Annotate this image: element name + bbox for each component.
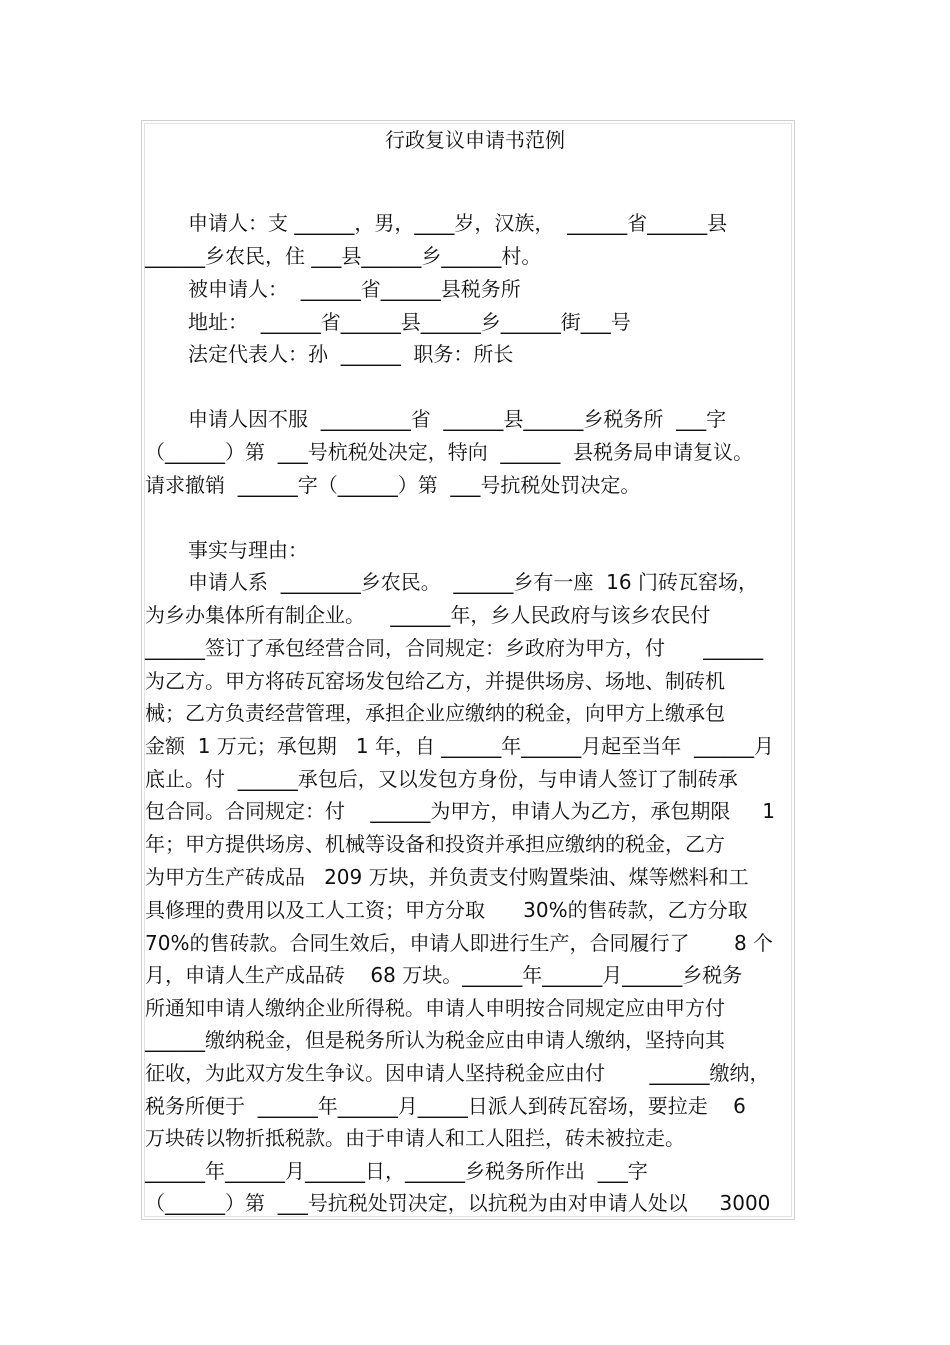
doc-line: 为甲方生产砖成品 209 万块，并负责支付购置柴油、煤等燃料和工 (145, 865, 749, 889)
doc-line: 械；乙方负责经营管理，承担企业应缴纳的税金，向甲方上缴承包 (145, 701, 725, 725)
doc-line: 70%的售砖款。合同生效后，申请人即进行生产，合同履行了 8 个 (145, 931, 774, 955)
doc-line: ______乡农民，住 ___县______乡______村。 (145, 244, 542, 268)
doc-line: 申请人：支 ______，男，____岁，汉族， ______省______县 (188, 211, 728, 235)
doc-line: （______）第 ___号杭税处决定，特向 ______ 县税务局申请复议。 (145, 440, 754, 464)
doc-line: （______）第 ___号抗税处罚决定，以抗税为由对申请人处以 3000 (145, 1191, 771, 1215)
doc-line: 所通知申请人缴纳企业所得税。申请人申明按合同规定应由甲方付 (145, 996, 725, 1020)
doc-line: ______签订了承包经营合同，合同规定：乡政府为甲方，付 ______ (145, 636, 764, 660)
doc-line: 包合同。合同规定：付 ______为甲方，申请人为乙方，承包期限 1 (145, 799, 775, 823)
doc-line: 地址： ______省______县______乡______街___号 (188, 310, 631, 334)
doc-line: 万块砖以物折抵税款。由于申请人和工人阻拦，砖未被拉走。 (145, 1126, 685, 1150)
doc-line: 为乡办集体所有制企业。 ______年，乡人民政府与该乡农民付 (145, 603, 711, 627)
doc-line: 申请人系 ________乡农民。 ______乡有一座 16 门砖瓦窑场， (188, 570, 758, 594)
doc-line: 法定代表人：孙 ______ 职务：所长 (188, 342, 514, 366)
doc-line: 月，申请人生产成品砖 68 万块。______年______月______乡税务 (145, 963, 743, 987)
section-heading: 事实与理由： (188, 538, 308, 562)
doc-line: 税务所便于 ______年______月_____日派人到砖瓦窑场，要拉走 6 (145, 1094, 746, 1118)
document-title: 行政复议申请书范例 (385, 128, 565, 152)
doc-line: 金额 1 万元；承包期 1 年，自 ______年______月起至当年 ______月 (145, 734, 775, 758)
doc-line: 为乙方。甲方将砖瓦窑场发包给乙方，并提供场房、场地、制砖机 (145, 669, 725, 693)
doc-line: 年；甲方提供场房、机械等设备和投资并承担应缴纳的税金，乙方 (145, 832, 725, 856)
doc-line: ______缴纳税金，但是税务所认为税金应由申请人缴纳，坚持向其 (145, 1028, 725, 1052)
doc-line: 申请人因不服 _________省 ______县______乡税务所 ___字 (188, 407, 727, 431)
doc-line: 具修理的费用以及工人工资；甲方分取 30%的售砖款，乙方分取 (145, 898, 748, 922)
doc-line: ______年______月______日，______乡税务所作出 ___字 (145, 1159, 648, 1183)
doc-line: 征收，为此双方发生争议。因申请人坚持税金应由付 ______缴纳， (145, 1061, 770, 1085)
doc-line: 请求撤销 ______字（______）第 ___号抗税处罚决定。 (145, 473, 641, 497)
doc-line: 底止。付 ______承包后，又以发包方身份，与申请人签订了制砖承 (145, 767, 738, 791)
doc-line: 被申请人： ______省______县税务所 (188, 277, 521, 301)
